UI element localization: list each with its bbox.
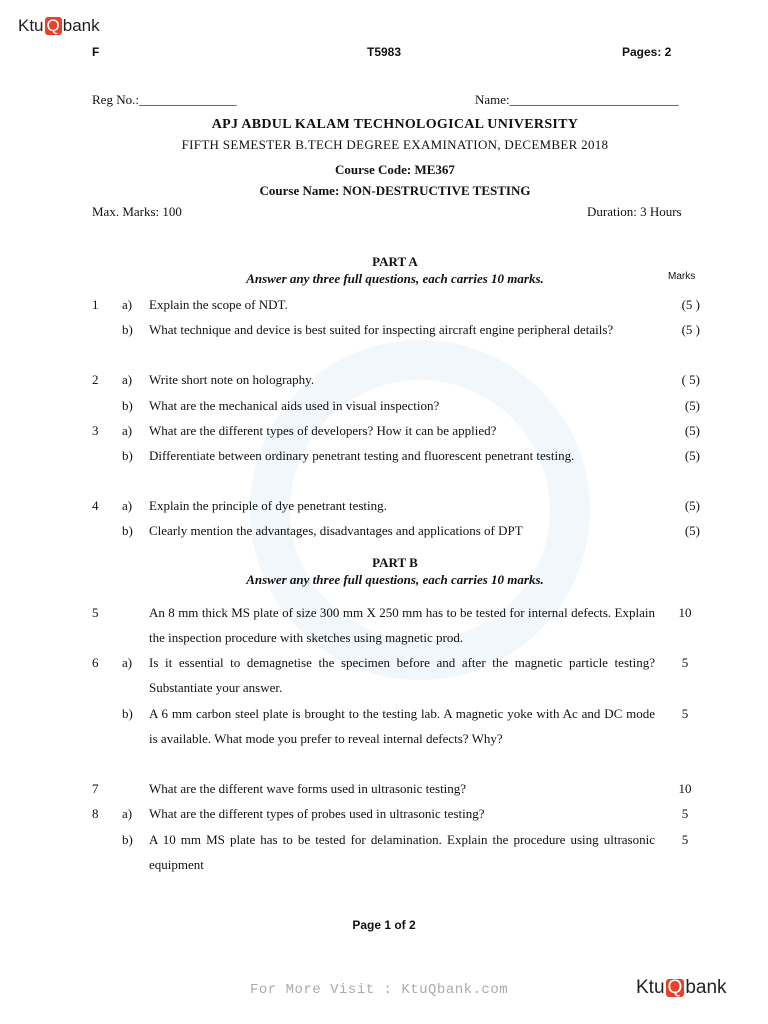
question-marks: 10: [678, 605, 692, 620]
sub-question-label: b): [122, 832, 133, 847]
question-marks: 10: [678, 781, 692, 796]
question-marks: (5 ): [681, 297, 700, 312]
sub-question-label: a): [122, 655, 133, 670]
question-number: 1: [92, 297, 99, 312]
sub-question-label: a): [122, 423, 133, 438]
set-label: F: [92, 45, 100, 59]
exam-title: FIFTH SEMESTER B.TECH DEGREE EXAMINATION, DECEMBER 2018: [181, 137, 609, 152]
question-marks: 5: [681, 832, 689, 847]
question-number: 8: [92, 806, 99, 821]
sub-question-label: b): [122, 523, 133, 538]
page-count: Pages: 2: [622, 45, 672, 59]
reg-no-field: Reg No.:_______________: [92, 92, 237, 107]
question-text: Write short note on holography.: [149, 372, 315, 387]
logo-text-ktu: Ktu: [636, 977, 665, 998]
logo-text-ktu: Ktu: [18, 16, 44, 35]
university-name: APJ ABDUL KALAM TECHNOLOGICAL UNIVERSITY: [211, 117, 579, 132]
logo-q-badge: Q: [46, 16, 60, 35]
question-number: 6: [92, 655, 99, 670]
sub-question-label: b): [122, 398, 133, 413]
part-a-instruction: Answer any three full questions, each carries 10 marks.: [246, 271, 544, 286]
question-text: What are the different types of probes used in ultrasonic testing?: [149, 806, 485, 821]
sub-question-label: a): [122, 806, 133, 821]
question-marks: (5): [684, 423, 700, 438]
question-text: An 8 mm thick MS plate of size 300 mm X 250 mm has to be tested for internal defects. Explain the inspection procedure with sketches using magnetic prod.: [149, 605, 655, 645]
duration: Duration: 3 Hours: [587, 204, 682, 219]
question-text: What are the different wave forms used in ultrasonic testing?: [149, 781, 467, 796]
question-marks: ( 5): [681, 372, 700, 387]
question-marks: (5 ): [681, 322, 700, 337]
part-a-title: PART A: [372, 254, 418, 269]
question-text: Differentiate between ordinary penetrant testing and fluorescent penetrant testing.: [149, 448, 575, 463]
marks-label: Marks: [668, 271, 696, 282]
question-text: Is it essential to demagnetise the specimen before and after the magnetic particle testing? Substantiate your answer.: [149, 655, 655, 695]
sub-question-label: a): [122, 297, 133, 312]
ktuqbank-logo-bottom[interactable]: [636, 977, 727, 999]
visit-link[interactable]: For More Visit : KtuQbank.com: [250, 982, 509, 998]
logo-text-bank: bank: [685, 977, 727, 998]
question-text: Explain the scope of NDT.: [149, 297, 288, 312]
question-number: 5: [92, 605, 99, 620]
question-text: Explain the principle of dye penetrant testing.: [149, 498, 387, 513]
sub-question-label: a): [122, 372, 133, 387]
question-text: A 6 mm carbon steel plate is brought to the testing lab. A magnetic yoke with Ac and DC mode is available. What mode you prefer to reveal internal defects? Why?: [149, 706, 655, 746]
question-text: A 10 mm MS plate has to be tested for delamination. Explain the procedure using ultrasonic equipment: [149, 832, 655, 872]
question-number: 4: [92, 498, 99, 513]
course-name: Course Name: NON-DESTRUCTIVE TESTING: [259, 183, 531, 198]
question-number: 3: [92, 423, 99, 438]
question-number: 2: [92, 372, 99, 387]
sub-question-label: a): [122, 498, 133, 513]
part-b-instruction: Answer any three full questions, each carries 10 marks.: [246, 572, 544, 587]
question-marks: 5: [681, 706, 689, 721]
question-marks: (5): [684, 448, 700, 463]
sub-question-label: b): [122, 448, 133, 463]
question-text: What are the mechanical aids used in visual inspection?: [149, 398, 440, 413]
sub-question-label: b): [122, 706, 133, 721]
logo-text-bank: bank: [62, 16, 100, 35]
question-text: What technique and device is best suited for inspecting aircraft engine peripheral details?: [149, 322, 614, 337]
question-marks: 5: [681, 806, 689, 821]
logo-q-badge: Q: [667, 977, 683, 998]
part-b-title: PART B: [372, 555, 418, 570]
question-number: 7: [92, 781, 99, 796]
question-text: What are the different types of developers? How it can be applied?: [149, 423, 497, 438]
question-marks: (5): [684, 398, 700, 413]
question-marks: (5): [684, 523, 700, 538]
ktuqbank-logo[interactable]: [18, 16, 100, 36]
question-marks: (5): [684, 498, 700, 513]
question-marks: 5: [681, 655, 689, 670]
page-number: Page 1 of 2: [352, 918, 416, 932]
max-marks: Max. Marks: 100: [92, 204, 182, 219]
name-field: Name:__________________________: [475, 92, 679, 107]
question-text: Clearly mention the advantages, disadvantages and applications of DPT: [149, 523, 523, 538]
sub-question-label: b): [122, 322, 133, 337]
paper-code: T5983: [367, 45, 402, 59]
course-code: Course Code: ME367: [335, 162, 455, 177]
